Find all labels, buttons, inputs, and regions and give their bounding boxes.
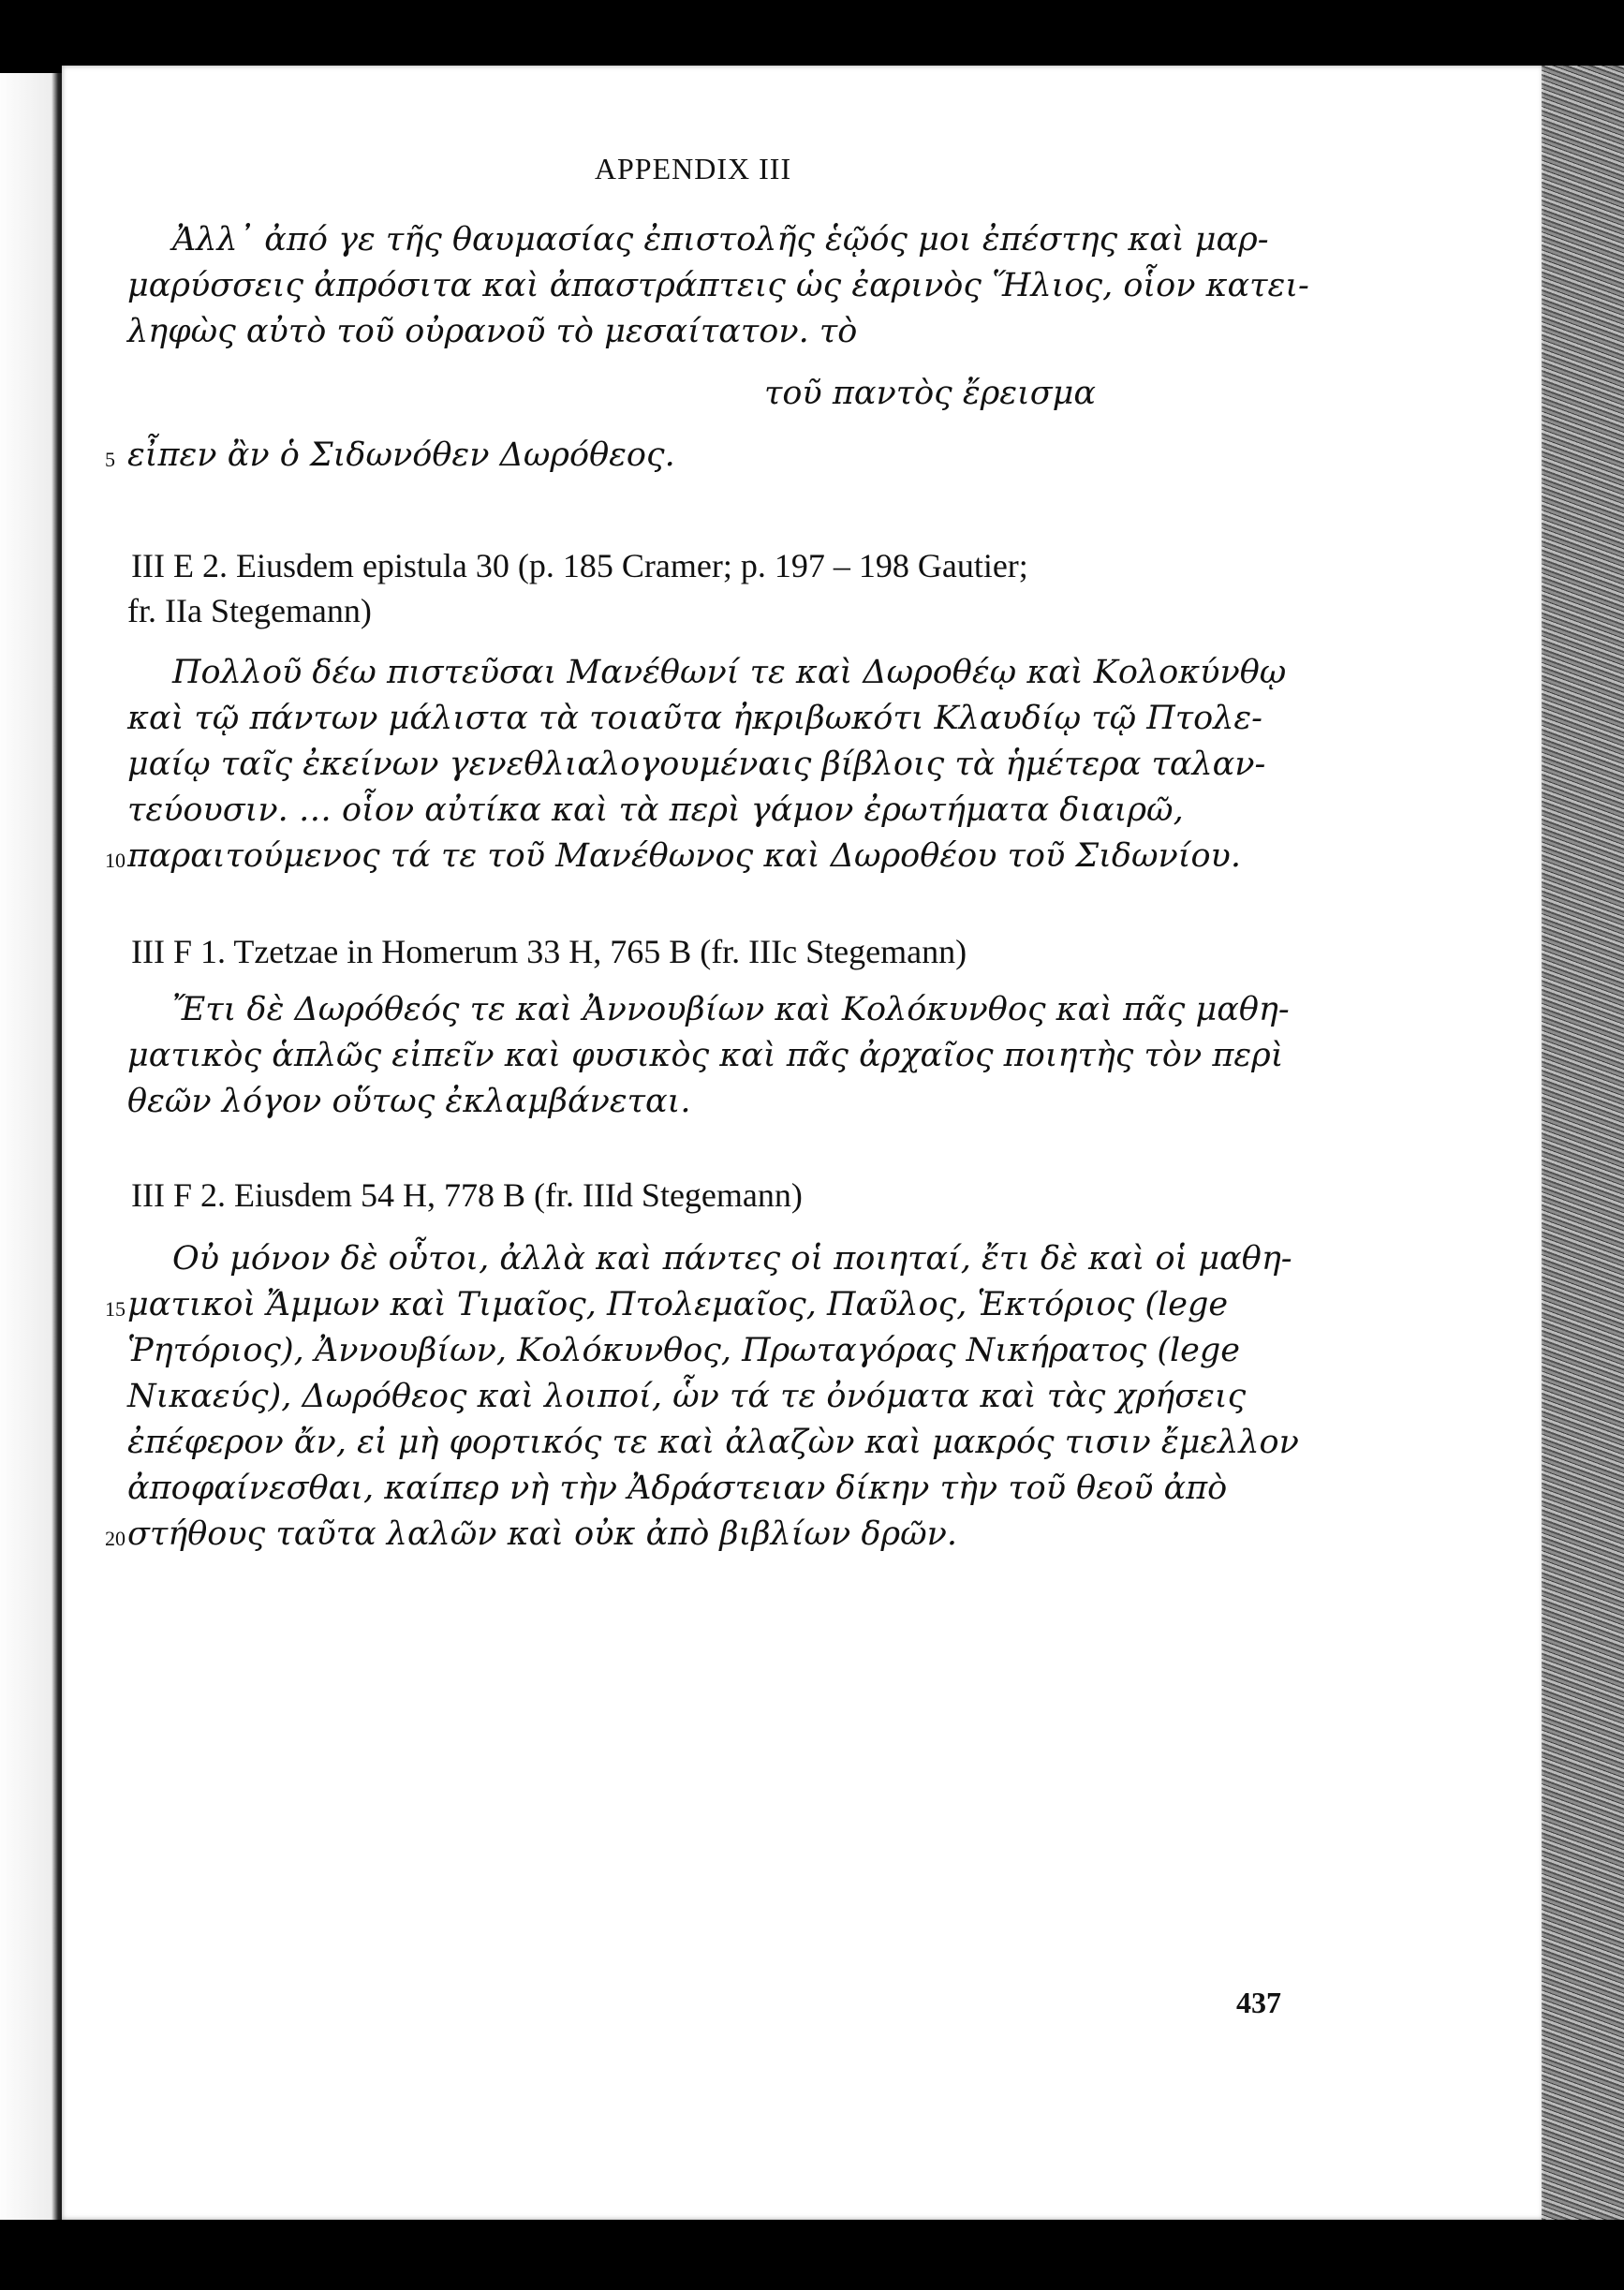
scan-left-margin [0,73,66,2227]
page-edge-texture [1542,66,1624,2220]
greek-line: ματικὸς ἁπλῶς εἰπεῖν καὶ φυσικὸς καὶ πᾶς ἀρχαῖος ποιητὴς τὸν περὶ [127,1037,1284,1074]
section-heading-line: fr. IIa Stegemann) [127,592,372,629]
scan-bottom-border [0,2220,1624,2290]
greek-line: Ῥητόριος), Ἀννουβίων, Κολόκυνθος, Πρωταγόρας Νικήρατος (lege [127,1332,1241,1369]
greek-line: τοῦ παντὸς ἔρεισμα [764,375,1097,412]
greek-line-text: ματικοὶ Ἄμμων καὶ Τιμαῖος, Πτολεμαῖος, Παῦλος, Ἑκτόριος (lege [127,1286,1229,1323]
scan-top-border [0,0,1624,75]
greek-line: τεύουσιν. … οἷον αὐτίκα καὶ τὰ περὶ γάμον ἐρωτήματα διαιρῶ, [127,791,1184,829]
greek-line: ληφὼς αὐτὸ τοῦ οὐρανοῦ τὸ μεσαίτατον. τὸ [127,313,858,350]
greek-line: Νικαεύς), Δωρόθεος καὶ λοιποί, ὧν τά τε ὀνόματα καὶ τὰς χρήσεις [127,1378,1247,1415]
section-f1-heading [127,929,1289,974]
line-number: 5 [105,448,115,471]
greek-line [105,433,1289,479]
section-e2-text [105,650,1289,879]
greek-line [105,834,1289,879]
section-heading-line: III E 2. Eiusdem epistula 30 (p. 185 Cramer; p. 197 – 198 Gautier; [131,547,1028,584]
line-number: 15 [105,1297,125,1321]
line-number: 20 [105,1527,125,1550]
greek-line: καὶ τῷ πάντων μάλιστα τὰ τοιαῦτα ἠκριβωκότι Κλαυδίῳ τῷ Πτολε- [127,700,1263,737]
greek-line-text: εἶπεν ἂν ὁ Σιδωνόθεν Δωρόθεος. [127,436,675,474]
greek-line: Πολλοῦ δέω πιστεῦσαι Μανέθωνί τε καὶ Δωροθέῳ καὶ Κολοκύνθῳ [172,654,1287,691]
section-f2-text [105,1236,1299,1558]
section-e2-heading [127,543,1289,633]
greek-line [105,1512,1289,1558]
greek-line [105,1282,1289,1328]
page-number: 437 [1236,1986,1281,2019]
greek-line: μαρύσσεις ἀπρόσιτα καὶ ἀπαστράπτεις ὡς ἐαρινὸς Ἥλιος, οἷον κατει- [127,267,1309,304]
section-f1-text [127,987,1289,1125]
section-f2-heading [127,1173,1289,1218]
greek-line-text: παραιτούμενος τά τε τοῦ Μανέθωνος καὶ Δωροθέου τοῦ Σιδωνίου. [127,837,1241,875]
fragment-1 [105,217,1309,479]
section-heading-line: III F 1. Tzetzae in Homerum 33 H, 765 B (fr. IIIc Stegemann) [131,933,967,970]
greek-line: Ἀλλ᾽ ἀπό γε τῆς θαυμασίας ἐπιστολῆς ἑῷός μοι ἐπέστης καὶ μαρ- [172,221,1269,259]
greek-line: θεῶν λόγον οὕτως ἐκλαμβάνεται. [127,1083,691,1120]
running-header: APPENDIX III [594,152,792,185]
greek-line-text: στήθους ταῦτα λαλῶν καὶ οὐκ ἀπὸ βιβλίων δρῶν. [127,1515,958,1553]
greek-line: μαίῳ ταῖς ἐκείνων γενεθλιαλογουμέναις βίβλοις τὰ ἡμέτερα ταλαν- [127,746,1266,783]
greek-line: ἀποφαίνεσθαι, καίπερ νὴ τὴν Ἀδράστειαν δίκην τὴν τοῦ θεοῦ ἀπὸ [127,1470,1228,1507]
section-heading-line: III F 2. Eiusdem 54 H, 778 B (fr. IIId Stegemann) [131,1176,803,1214]
greek-line: Ἔτι δὲ Δωρόθεός τε καὶ Ἀννουβίων καὶ Κολόκυνθος καὶ πᾶς μαθη- [172,991,1290,1028]
greek-line: ἐπέφερον ἄν, εἰ μὴ φορτικός τε καὶ ἀλαζὼν καὶ μακρός τισιν ἔμελλον [127,1424,1299,1461]
line-number: 10 [105,849,125,872]
greek-line: Οὐ μόνον δὲ οὗτοι, ἀλλὰ καὶ πάντες οἱ ποιηταί, ἔτι δὲ καὶ οἱ μαθη- [172,1240,1292,1278]
